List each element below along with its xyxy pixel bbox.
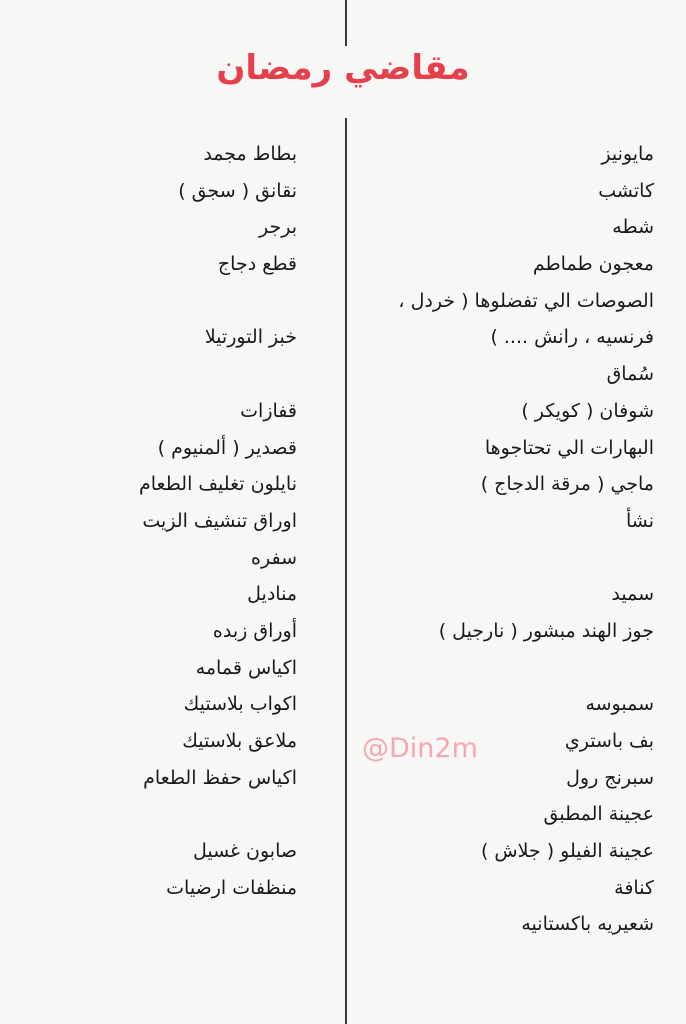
list-item: سميد	[611, 583, 654, 606]
list-item: اكواب بلاستيك	[183, 693, 297, 716]
list-item: بطاط مجمد	[203, 143, 297, 165]
list-item: اوراق تنشيف الزيت	[142, 509, 297, 532]
list-item: سُماق	[606, 363, 654, 386]
list-item: قفازات	[240, 399, 297, 422]
list-item: كنافة	[614, 876, 654, 899]
list-spacer	[7, 796, 297, 833]
list-item: سفره	[251, 546, 297, 569]
list-item: كاتشب	[598, 179, 654, 202]
list-item: شطه	[612, 216, 654, 239]
list-item: معجون طماطم	[532, 253, 654, 276]
list-item: أوراق زبده	[212, 619, 297, 642]
list-item: نايلون تغليف الطعام	[138, 473, 297, 496]
list-item: فرنسيه ، رانش .... )	[490, 326, 654, 349]
list-item: ماجي ( مرقة الدجاج )	[480, 473, 654, 496]
list-item: شعيريه باكستانيه	[521, 913, 654, 936]
list-item: نقانق ( سجق )	[178, 179, 297, 202]
list-item: البهارات الي تحتاجوها	[484, 436, 654, 459]
watermark-handle: @Din2m	[362, 733, 478, 764]
list-item: جوز الهند مبشور ( نارجيل )	[438, 619, 654, 642]
list-item: الصوصات الي تفضلوها ( خردل ،	[398, 289, 654, 312]
list-item: مناديل	[247, 583, 297, 606]
right-column-list	[354, 136, 654, 943]
list-spacer	[354, 650, 654, 687]
list-item: اكياس حفظ الطعام	[143, 766, 297, 789]
list-item: اكياس قمامه	[195, 656, 297, 679]
list-spacer	[7, 356, 297, 393]
column-divider-top	[345, 0, 347, 46]
list-item: قطع دجاج	[217, 253, 297, 276]
list-item: صابون غسيل	[192, 840, 297, 863]
list-item: خبز التورتيلا	[204, 326, 297, 349]
list-item: مايونيز	[601, 143, 654, 165]
left-column-list	[7, 136, 297, 906]
page-title: مقاضي رمضان	[216, 48, 470, 88]
list-spacer	[7, 283, 297, 320]
list-item: سمبوسه	[585, 693, 654, 716]
list-item: سبرنج رول	[566, 766, 654, 789]
list-item: منظفات ارضيات	[166, 876, 297, 899]
list-item: نشأ	[625, 509, 654, 532]
list-item: عجينة الفيلو ( جلاش )	[480, 840, 654, 863]
list-item: ملاعق بلاستيك	[182, 730, 297, 752]
column-divider	[345, 118, 347, 1024]
list-spacer	[354, 540, 654, 577]
list-item: شوفان ( كويكر )	[521, 399, 654, 422]
list-item: برجر	[259, 216, 297, 239]
list-item: قصدير ( ألمنيوم )	[157, 436, 297, 459]
list-item: بف باستري	[564, 730, 654, 752]
list-item: عجينة المطبق	[543, 803, 654, 826]
